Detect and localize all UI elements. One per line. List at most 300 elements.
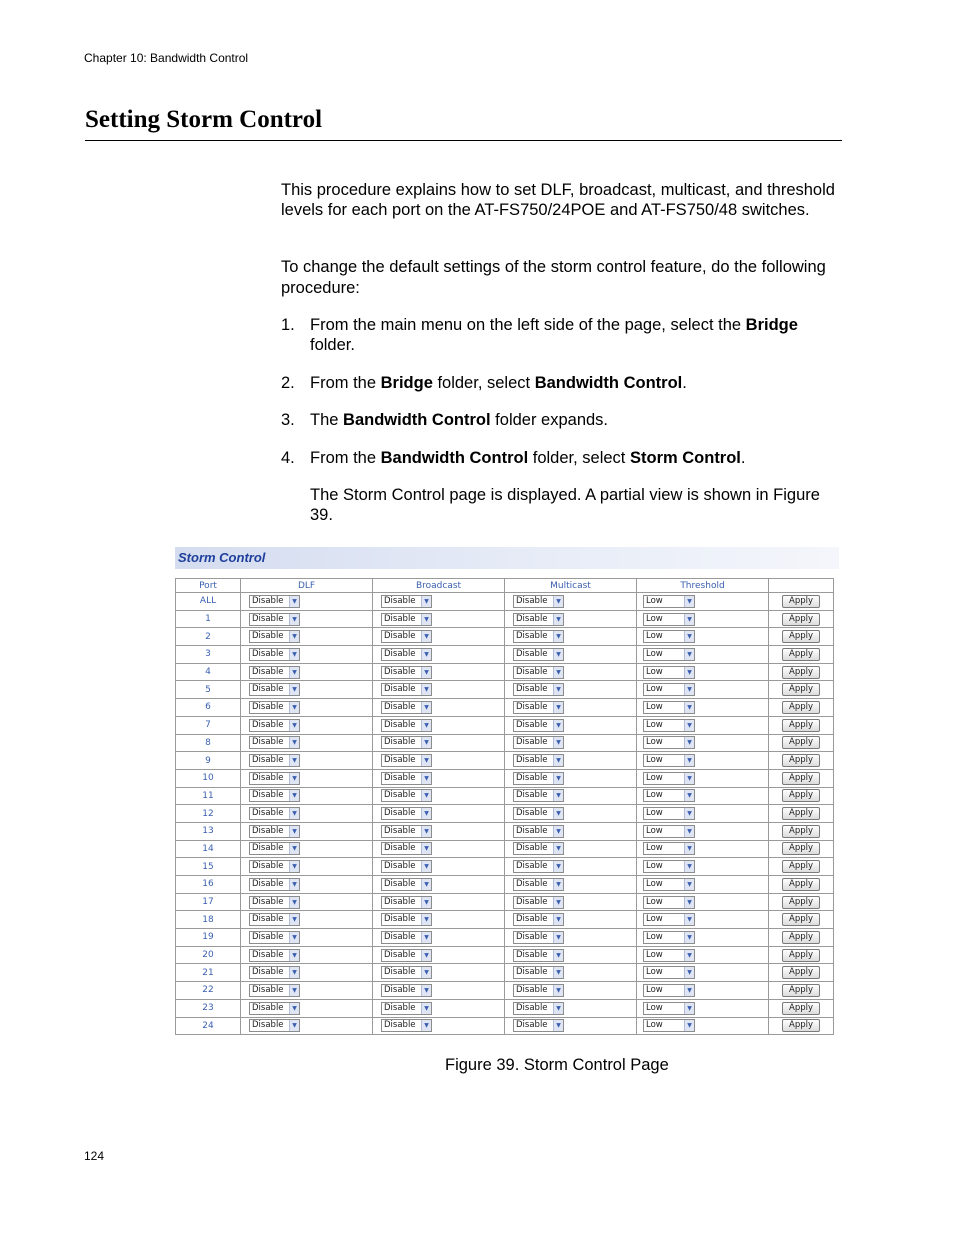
- procedure-step: [281, 315, 841, 355]
- threshold-select[interactable]: [643, 595, 695, 608]
- broadcast-select-value: Disable: [384, 772, 416, 783]
- table-row: [176, 805, 834, 823]
- threshold-select[interactable]: [643, 789, 695, 802]
- threshold-select[interactable]: [643, 931, 695, 944]
- multicast-select-value: Disable: [516, 631, 548, 642]
- apply-cell: [769, 946, 834, 964]
- threshold-select[interactable]: [643, 896, 695, 909]
- table-row: [176, 787, 834, 805]
- step-note: [281, 485, 841, 525]
- apply-cell: [769, 876, 834, 894]
- apply-cell: [769, 1017, 834, 1035]
- broadcast-select-value: Disable: [384, 1020, 416, 1031]
- apply-button[interactable]: Apply: [782, 630, 820, 643]
- broadcast-select[interactable]: [381, 719, 432, 732]
- dlf-cell: [241, 911, 373, 929]
- step-text-run: .: [682, 374, 687, 392]
- chevron-down-icon: ▼: [684, 879, 694, 890]
- multicast-select[interactable]: [513, 842, 564, 855]
- threshold-select-value: Low: [646, 719, 663, 730]
- apply-cell: [769, 663, 834, 681]
- multicast-cell: [505, 681, 637, 699]
- chevron-down-icon: ▼: [289, 914, 299, 925]
- dlf-select[interactable]: [249, 913, 300, 926]
- table-row: [176, 628, 834, 646]
- multicast-select[interactable]: [513, 630, 564, 643]
- threshold-cell: [637, 681, 769, 699]
- threshold-select-value: Low: [646, 755, 663, 766]
- threshold-select[interactable]: [643, 949, 695, 962]
- apply-cell: [769, 822, 834, 840]
- multicast-select[interactable]: [513, 913, 564, 926]
- multicast-cell: [505, 716, 637, 734]
- threshold-select[interactable]: [643, 648, 695, 661]
- port-cell: 16: [176, 876, 241, 894]
- threshold-select[interactable]: [643, 825, 695, 838]
- broadcast-select[interactable]: [381, 913, 432, 926]
- table-row: [176, 946, 834, 964]
- multicast-select[interactable]: [513, 807, 564, 820]
- threshold-cell: [637, 929, 769, 947]
- apply-button[interactable]: Apply: [782, 966, 820, 979]
- dlf-select[interactable]: [249, 754, 300, 767]
- multicast-select[interactable]: [513, 683, 564, 696]
- col-header-threshold: Threshold: [637, 579, 769, 593]
- threshold-cell: [637, 946, 769, 964]
- threshold-select[interactable]: [643, 878, 695, 891]
- dlf-select[interactable]: [249, 789, 300, 802]
- apply-button[interactable]: Apply: [782, 595, 820, 608]
- table-row: [176, 858, 834, 876]
- threshold-select-value: Low: [646, 914, 663, 925]
- threshold-select[interactable]: [643, 913, 695, 926]
- apply-button[interactable]: Apply: [782, 913, 820, 926]
- broadcast-select[interactable]: [381, 666, 432, 679]
- step-text: [310, 448, 841, 468]
- chevron-down-icon: ▼: [421, 879, 431, 890]
- port-cell: 21: [176, 964, 241, 982]
- broadcast-select-value: Disable: [384, 1002, 416, 1013]
- threshold-select[interactable]: [643, 842, 695, 855]
- broadcast-cell: [373, 840, 505, 858]
- chevron-down-icon: ▼: [289, 967, 299, 978]
- step-text-run: folder.: [310, 336, 355, 354]
- broadcast-select[interactable]: [381, 842, 432, 855]
- multicast-select[interactable]: [513, 1019, 564, 1032]
- multicast-select[interactable]: [513, 860, 564, 873]
- chevron-down-icon: ▼: [421, 702, 431, 713]
- broadcast-select[interactable]: [381, 701, 432, 714]
- dlf-select[interactable]: [249, 701, 300, 714]
- threshold-select[interactable]: [643, 807, 695, 820]
- threshold-cell: [637, 876, 769, 894]
- chevron-down-icon: ▼: [421, 737, 431, 748]
- broadcast-select-value: Disable: [384, 648, 416, 659]
- apply-button[interactable]: Apply: [782, 860, 820, 873]
- table-row: [176, 752, 834, 770]
- dlf-select[interactable]: [249, 966, 300, 979]
- broadcast-cell: [373, 769, 505, 787]
- threshold-select-value: Low: [646, 984, 663, 995]
- multicast-select[interactable]: [513, 878, 564, 891]
- dlf-select[interactable]: [249, 772, 300, 785]
- chevron-down-icon: ▼: [553, 773, 563, 784]
- apply-button[interactable]: Apply: [782, 736, 820, 749]
- dlf-select[interactable]: [249, 896, 300, 909]
- chevron-down-icon: ▼: [684, 985, 694, 996]
- multicast-select[interactable]: [513, 825, 564, 838]
- broadcast-select[interactable]: [381, 613, 432, 626]
- chevron-down-icon: ▼: [684, 914, 694, 925]
- multicast-select[interactable]: [513, 613, 564, 626]
- apply-button[interactable]: Apply: [782, 896, 820, 909]
- apply-button[interactable]: Apply: [782, 949, 820, 962]
- broadcast-cell: [373, 681, 505, 699]
- multicast-select[interactable]: [513, 719, 564, 732]
- broadcast-select-value: Disable: [384, 878, 416, 889]
- broadcast-select-value: Disable: [384, 931, 416, 942]
- apply-button[interactable]: Apply: [782, 842, 820, 855]
- chevron-down-icon: ▼: [684, 596, 694, 607]
- chevron-down-icon: ▼: [684, 720, 694, 731]
- chevron-down-icon: ▼: [684, 702, 694, 713]
- chevron-down-icon: ▼: [684, 967, 694, 978]
- threshold-select[interactable]: [643, 860, 695, 873]
- broadcast-select[interactable]: [381, 825, 432, 838]
- chevron-down-icon: ▼: [684, 950, 694, 961]
- chevron-down-icon: ▼: [289, 897, 299, 908]
- port-cell: 23: [176, 999, 241, 1017]
- threshold-select-value: Low: [646, 790, 663, 801]
- chevron-down-icon: ▼: [684, 808, 694, 819]
- threshold-select-value: Low: [646, 631, 663, 642]
- broadcast-select[interactable]: [381, 966, 432, 979]
- threshold-select-value: Low: [646, 896, 663, 907]
- threshold-select-value: Low: [646, 701, 663, 712]
- broadcast-select[interactable]: [381, 896, 432, 909]
- dlf-select[interactable]: [249, 595, 300, 608]
- dlf-select[interactable]: [249, 613, 300, 626]
- chevron-down-icon: ▼: [684, 614, 694, 625]
- dlf-select-value: Disable: [252, 790, 284, 801]
- dlf-cell: [241, 946, 373, 964]
- broadcast-cell: [373, 946, 505, 964]
- chevron-down-icon: ▼: [684, 790, 694, 801]
- apply-button[interactable]: Apply: [782, 613, 820, 626]
- apply-button[interactable]: Apply: [782, 984, 820, 997]
- dlf-select[interactable]: [249, 931, 300, 944]
- apply-button[interactable]: Apply: [782, 701, 820, 714]
- multicast-cell: [505, 1017, 637, 1035]
- multicast-select[interactable]: [513, 896, 564, 909]
- apply-button[interactable]: Apply: [782, 825, 820, 838]
- dlf-select[interactable]: [249, 683, 300, 696]
- multicast-cell: [505, 876, 637, 894]
- broadcast-select[interactable]: [381, 595, 432, 608]
- threshold-select[interactable]: [643, 772, 695, 785]
- threshold-select[interactable]: [643, 701, 695, 714]
- procedure-step: [281, 448, 841, 468]
- step-text-bold: Bridge: [380, 374, 433, 392]
- threshold-select[interactable]: [643, 719, 695, 732]
- threshold-select-value: Low: [646, 613, 663, 624]
- apply-cell: [769, 699, 834, 717]
- broadcast-select[interactable]: [381, 984, 432, 997]
- broadcast-select[interactable]: [381, 807, 432, 820]
- dlf-cell: [241, 716, 373, 734]
- table-row: [176, 681, 834, 699]
- broadcast-cell: [373, 982, 505, 1000]
- threshold-cell: [637, 752, 769, 770]
- dlf-cell: [241, 840, 373, 858]
- multicast-cell: [505, 769, 637, 787]
- dlf-cell: [241, 876, 373, 894]
- apply-button[interactable]: Apply: [782, 683, 820, 696]
- chevron-down-icon: ▼: [553, 826, 563, 837]
- figure-caption: Figure 39. Storm Control Page: [445, 1056, 669, 1074]
- multicast-select-value: Disable: [516, 931, 548, 942]
- broadcast-select[interactable]: [381, 949, 432, 962]
- broadcast-cell: [373, 858, 505, 876]
- threshold-select[interactable]: [643, 613, 695, 626]
- multicast-select[interactable]: [513, 949, 564, 962]
- multicast-cell: [505, 734, 637, 752]
- dlf-cell: [241, 982, 373, 1000]
- step-text-run: The: [310, 411, 344, 429]
- apply-button[interactable]: Apply: [782, 1019, 820, 1032]
- threshold-cell: [637, 858, 769, 876]
- broadcast-cell: [373, 628, 505, 646]
- dlf-select[interactable]: [249, 648, 300, 661]
- multicast-select[interactable]: [513, 931, 564, 944]
- threshold-select-value: Low: [646, 737, 663, 748]
- table-row: [176, 716, 834, 734]
- threshold-select-value: Low: [646, 878, 663, 889]
- threshold-select-value: Low: [646, 772, 663, 783]
- port-cell: 19: [176, 929, 241, 947]
- dlf-cell: [241, 805, 373, 823]
- apply-button[interactable]: Apply: [782, 754, 820, 767]
- chevron-down-icon: ▼: [289, 843, 299, 854]
- threshold-select-value: Low: [646, 648, 663, 659]
- dlf-select[interactable]: [249, 860, 300, 873]
- broadcast-select[interactable]: [381, 630, 432, 643]
- broadcast-select[interactable]: [381, 736, 432, 749]
- multicast-select[interactable]: [513, 966, 564, 979]
- chevron-down-icon: ▼: [421, 897, 431, 908]
- step-text-run: From the: [310, 374, 381, 392]
- chevron-down-icon: ▼: [553, 596, 563, 607]
- multicast-select[interactable]: [513, 648, 564, 661]
- multicast-cell: [505, 999, 637, 1017]
- dlf-select[interactable]: [249, 949, 300, 962]
- col-header-broadcast: Broadcast: [373, 579, 505, 593]
- port-cell: 4: [176, 663, 241, 681]
- broadcast-select[interactable]: [381, 1019, 432, 1032]
- chevron-down-icon: ▼: [684, 932, 694, 943]
- broadcast-select[interactable]: [381, 789, 432, 802]
- apply-cell: [769, 840, 834, 858]
- chevron-down-icon: ▼: [289, 950, 299, 961]
- chevron-down-icon: ▼: [684, 684, 694, 695]
- multicast-select-value: Disable: [516, 825, 548, 836]
- step-text-bold: Bandwidth Control: [534, 374, 683, 392]
- chevron-down-icon: ▼: [684, 1020, 694, 1031]
- apply-button[interactable]: Apply: [782, 648, 820, 661]
- apply-button[interactable]: Apply: [782, 789, 820, 802]
- multicast-cell: [505, 663, 637, 681]
- figure-title-bar: [175, 547, 839, 569]
- step-text-run: .: [740, 449, 746, 467]
- multicast-select-value: Disable: [516, 1020, 548, 1031]
- chevron-down-icon: ▼: [421, 861, 431, 872]
- multicast-select-value: Disable: [516, 772, 548, 783]
- chevron-down-icon: ▼: [289, 684, 299, 695]
- broadcast-select[interactable]: [381, 931, 432, 944]
- threshold-cell: [637, 610, 769, 628]
- chevron-down-icon: ▼: [289, 826, 299, 837]
- table-row: [176, 663, 834, 681]
- apply-button[interactable]: Apply: [782, 931, 820, 944]
- threshold-select[interactable]: [643, 666, 695, 679]
- broadcast-select[interactable]: [381, 860, 432, 873]
- threshold-select[interactable]: [643, 1019, 695, 1032]
- multicast-select[interactable]: [513, 754, 564, 767]
- port-cell: 1: [176, 610, 241, 628]
- multicast-cell: [505, 822, 637, 840]
- threshold-cell: [637, 628, 769, 646]
- dlf-select[interactable]: [249, 842, 300, 855]
- apply-button[interactable]: Apply: [782, 1002, 820, 1015]
- apply-button[interactable]: Apply: [782, 878, 820, 891]
- multicast-select[interactable]: [513, 789, 564, 802]
- dlf-select[interactable]: [249, 719, 300, 732]
- apply-cell: [769, 787, 834, 805]
- step-text-run: folder, select: [432, 374, 535, 392]
- broadcast-select-value: Disable: [384, 949, 416, 960]
- multicast-select-value: Disable: [516, 843, 548, 854]
- threshold-select[interactable]: [643, 754, 695, 767]
- broadcast-select[interactable]: [381, 1002, 432, 1015]
- dlf-cell: [241, 734, 373, 752]
- threshold-cell: [637, 1017, 769, 1035]
- apply-cell: [769, 752, 834, 770]
- broadcast-select-value: Disable: [384, 631, 416, 642]
- chevron-down-icon: ▼: [421, 843, 431, 854]
- chevron-down-icon: ▼: [553, 879, 563, 890]
- col-header-port: Port: [176, 579, 241, 593]
- multicast-select[interactable]: [513, 736, 564, 749]
- broadcast-cell: [373, 699, 505, 717]
- apply-button[interactable]: Apply: [782, 666, 820, 679]
- broadcast-select-value: Disable: [384, 914, 416, 925]
- threshold-select[interactable]: [643, 630, 695, 643]
- chevron-down-icon: ▼: [289, 879, 299, 890]
- multicast-select[interactable]: [513, 701, 564, 714]
- dlf-select[interactable]: [249, 878, 300, 891]
- multicast-select[interactable]: [513, 772, 564, 785]
- apply-button[interactable]: Apply: [782, 772, 820, 785]
- apply-button[interactable]: Apply: [782, 719, 820, 732]
- threshold-cell: [637, 716, 769, 734]
- chevron-down-icon: ▼: [553, 702, 563, 713]
- broadcast-select-value: Disable: [384, 613, 416, 624]
- broadcast-cell: [373, 787, 505, 805]
- multicast-cell: [505, 699, 637, 717]
- chevron-down-icon: ▼: [553, 614, 563, 625]
- chevron-down-icon: ▼: [421, 667, 431, 678]
- dlf-select[interactable]: [249, 825, 300, 838]
- port-cell: 15: [176, 858, 241, 876]
- chevron-down-icon: ▼: [553, 932, 563, 943]
- multicast-select[interactable]: [513, 595, 564, 608]
- chevron-down-icon: ▼: [421, 720, 431, 731]
- broadcast-select[interactable]: [381, 878, 432, 891]
- dlf-select[interactable]: [249, 666, 300, 679]
- step-text-run: folder expands.: [490, 411, 609, 429]
- dlf-select[interactable]: [249, 984, 300, 997]
- threshold-cell: [637, 646, 769, 664]
- broadcast-select[interactable]: [381, 648, 432, 661]
- port-cell: 14: [176, 840, 241, 858]
- threshold-select[interactable]: [643, 736, 695, 749]
- table-row: [176, 699, 834, 717]
- broadcast-cell: [373, 999, 505, 1017]
- dlf-select[interactable]: [249, 1002, 300, 1015]
- table-row: [176, 876, 834, 894]
- chevron-down-icon: ▼: [421, 614, 431, 625]
- dlf-select[interactable]: [249, 630, 300, 643]
- dlf-select[interactable]: [249, 807, 300, 820]
- multicast-select[interactable]: [513, 984, 564, 997]
- broadcast-cell: [373, 716, 505, 734]
- chevron-down-icon: ▼: [553, 737, 563, 748]
- dlf-select-value: Disable: [252, 701, 284, 712]
- apply-button[interactable]: Apply: [782, 807, 820, 820]
- dlf-select-value: Disable: [252, 984, 284, 995]
- chevron-down-icon: ▼: [289, 702, 299, 713]
- broadcast-select-value: Disable: [384, 967, 416, 978]
- threshold-cell: [637, 805, 769, 823]
- chevron-down-icon: ▼: [684, 826, 694, 837]
- procedure-step: [281, 410, 841, 430]
- threshold-select[interactable]: [643, 1002, 695, 1015]
- table-row: [176, 893, 834, 911]
- broadcast-select[interactable]: [381, 772, 432, 785]
- multicast-select[interactable]: [513, 1002, 564, 1015]
- chevron-down-icon: ▼: [553, 790, 563, 801]
- port-cell: 5: [176, 681, 241, 699]
- multicast-select-value: Disable: [516, 595, 548, 606]
- multicast-select[interactable]: [513, 666, 564, 679]
- threshold-select[interactable]: [643, 966, 695, 979]
- dlf-select[interactable]: [249, 1019, 300, 1032]
- dlf-cell: [241, 593, 373, 611]
- broadcast-cell: [373, 822, 505, 840]
- port-cell: 11: [176, 787, 241, 805]
- chevron-down-icon: ▼: [289, 790, 299, 801]
- multicast-select-value: Disable: [516, 737, 548, 748]
- dlf-select-value: Disable: [252, 719, 284, 730]
- port-cell: 9: [176, 752, 241, 770]
- chevron-down-icon: ▼: [553, 667, 563, 678]
- dlf-select[interactable]: [249, 736, 300, 749]
- broadcast-select[interactable]: [381, 754, 432, 767]
- threshold-select[interactable]: [643, 984, 695, 997]
- threshold-select[interactable]: [643, 683, 695, 696]
- broadcast-select[interactable]: [381, 683, 432, 696]
- apply-cell: [769, 911, 834, 929]
